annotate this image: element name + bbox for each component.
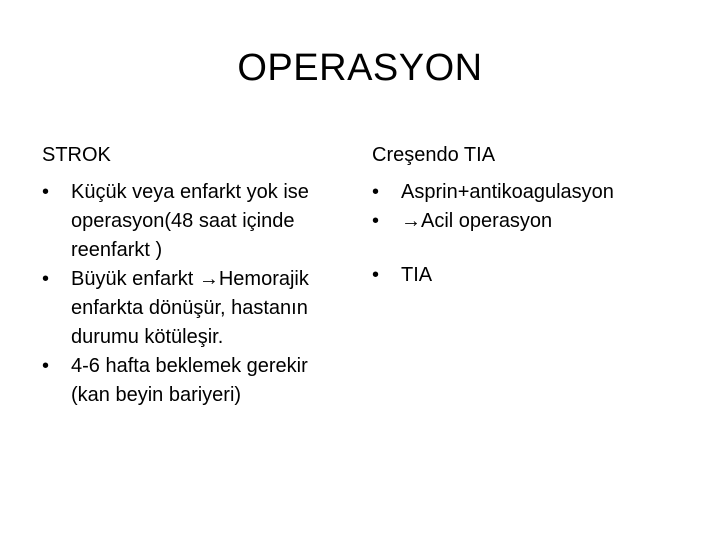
- list-item: [42, 352, 342, 410]
- right-column: [372, 140, 692, 290]
- right-column-heading: Creşendo TIA: [372, 144, 496, 166]
- list-item: [42, 265, 342, 352]
- left-column-heading: STROK: [42, 144, 111, 166]
- right-bullet-list: [372, 178, 692, 290]
- bullet-icon: •: [42, 181, 50, 203]
- bullet-icon: •: [372, 264, 380, 286]
- bullet-icon: •: [372, 210, 380, 232]
- list-item-text: Büyük enfarkt →Hemorajik enfarkta dönüşür, hastanın durumu kötüleşir.: [71, 268, 309, 348]
- bullet-icon: •: [42, 355, 50, 377]
- list-item-text: 4-6 hafta beklemek gerekir (kan beyin bariyeri): [71, 355, 308, 406]
- list-item-text: Asprin+antikoagulasyon: [401, 181, 614, 203]
- list-item: [372, 207, 692, 236]
- left-bullet-list: [42, 178, 342, 410]
- slide-title: OPERASYON: [237, 47, 483, 89]
- list-item: [372, 178, 692, 207]
- list-item: [372, 261, 692, 290]
- list-item-text: →Acil operasyon: [401, 210, 553, 232]
- bullet-icon: •: [372, 181, 380, 203]
- list-item-text: Küçük veya enfarkt yok ise operasyon(48 saat içinde reenfarkt ): [71, 181, 309, 261]
- left-column: [42, 140, 342, 410]
- bullet-icon: •: [42, 268, 50, 290]
- list-item: [42, 178, 342, 265]
- list-item-text: TIA: [401, 264, 433, 286]
